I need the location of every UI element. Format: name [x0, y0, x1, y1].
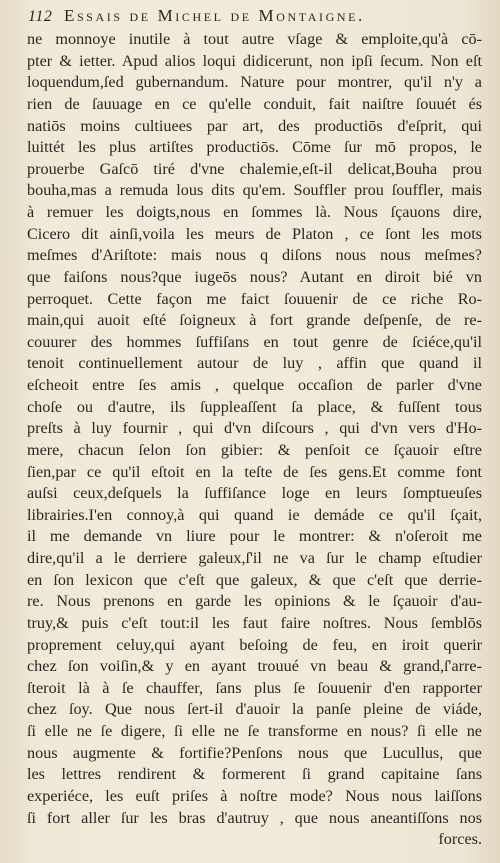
text-line: ne monnoye inutile à tout autre vſage & emploite,qu'à cō- — [27, 30, 482, 48]
text-line: chez ſon voiſin,& y en ayant trouué vn beau & grand,ſ'arre- — [27, 657, 482, 676]
text-line: à remuer les doigts,nous en ſommes là. Nous ſçauons dire, — [27, 203, 482, 221]
text-line: ſien,par ce qu'il eſtoit en la teſte de ſes gens.Et comme font — [27, 462, 482, 481]
text-line: prouerbe Gaſcō tiré d'vne chalemie,eſt-il delicat,Bouha prou — [27, 159, 482, 178]
text-line: ſi elle ne ſe digere, ſi elle ne ſe transforme en nous? ſi elle ne — [27, 722, 482, 740]
page-header — [28, 6, 478, 30]
text-line: nous augmente & fortifie?Penſons nous que Lucullus, que — [27, 743, 482, 762]
text-line: ſi fort aller ſur les bras d'autruy , que nous aneantiſſons nos — [27, 808, 482, 827]
text-line: Cicero dit ainſi,voila les meurs de Platon , ce ſont les mots — [27, 224, 482, 243]
text-line: perroquet. Cette façon me faict ſouuenir de ce riche Ro- — [27, 289, 482, 308]
text-line: que faiſons nous?que iugeōs nous? Autant en diroit bié vn — [27, 267, 482, 286]
body-text — [27, 29, 482, 851]
text-line: natiōs moins cultiuees par art, des productiōs d'eſprit, qui — [27, 116, 482, 135]
text-line: experiéce, les euſt priſes à noſtre mode? Nous nous laiſſons — [27, 786, 482, 805]
text-line: les lettres rendirent & formerent ſi grand capitaine ſans — [27, 765, 482, 784]
text-line-last: forces. — [438, 830, 482, 849]
text-line: il me demande vn liure pour le montrer: & n'oſeroit me — [27, 527, 482, 546]
text-line: couurer des hommes ſuffiſans en tout genre de ſciéce,qu'il — [27, 332, 482, 351]
text-line: pter & ietter. Apud alios loqui didicerunt, non ipſi ſecum. Non eſt — [27, 51, 482, 70]
running-title: Essais de Michel de Montaigne. — [64, 6, 365, 25]
text-line: dire,qu'il a le derriere galeux,ſ'il ne va ſur le champ eſtudier — [27, 549, 482, 567]
page-number: 112 — [28, 8, 53, 25]
text-line: librairies.I'en connoy,à qui quand ie demáde ce qu'il ſçait, — [27, 505, 482, 524]
text-line: main,qui auoit eſté ſoigneux à fort grande deſpenſe, de re- — [27, 311, 482, 330]
text-line: preſts à luy fournir , qui d'vn diſcours , qui d'vn vers d'Ho- — [27, 419, 482, 438]
text-line: meſmes d'Ariſtote: mais nous q diſons nous nous meſmes? — [27, 246, 482, 265]
text-line: tenoit continuellement autour de luy , affin que quand il — [27, 354, 482, 373]
text-line: loquendum,ſed gubernandum. Nature pour montrer, qu'il n'y a — [27, 73, 482, 92]
text-line: auſsi ceux,deſquels la ſuffiſance loge en leurs ſomptueuſes — [27, 484, 482, 503]
text-line: chez ſoy. Que nous ſert-il d'auoir la panſe pleine de viáde, — [27, 700, 482, 719]
text-line: eſcheoit entre ſes amis , quelque occaſion de parler d'vne — [27, 376, 482, 394]
text-line: truy,& puis c'eſt tout:il les faut faire noſtres. Nous ſemblōs — [27, 613, 482, 632]
text-line: luittét les plus artiſtes productiōs. Cōme ſur mō propos, le — [27, 138, 482, 157]
text-line: bouha,mas a remuda lous dits qu'em. Souffler prou ſouffler, mais — [27, 181, 482, 200]
text-line: re. Nous prenons en garde les opinions & le ſçauoir d'au- — [27, 592, 482, 611]
text-line: choſe ou d'autre, ils ſuppleaſſent ſa place, & fuſſent tous — [27, 397, 482, 416]
text-line: mere, chacun ſelon ſon gibier: & penſoit ce ſçauoir eſtre — [27, 440, 482, 459]
text-line: ſteroit là à ſe chauffer, ſans plus ſe ſouuenir d'en rapporter — [27, 678, 482, 697]
text-line: rien de ſauuage en ce qu'elle conduit, fait naiſtre ſouuét és — [27, 94, 482, 113]
text-line: en ſon lexicon que c'eſt que galeux, & que c'eſt que derrie- — [27, 570, 482, 589]
text-line: proprement celuy,qui ayant beſoing de feu, en iroit querir — [27, 635, 482, 654]
